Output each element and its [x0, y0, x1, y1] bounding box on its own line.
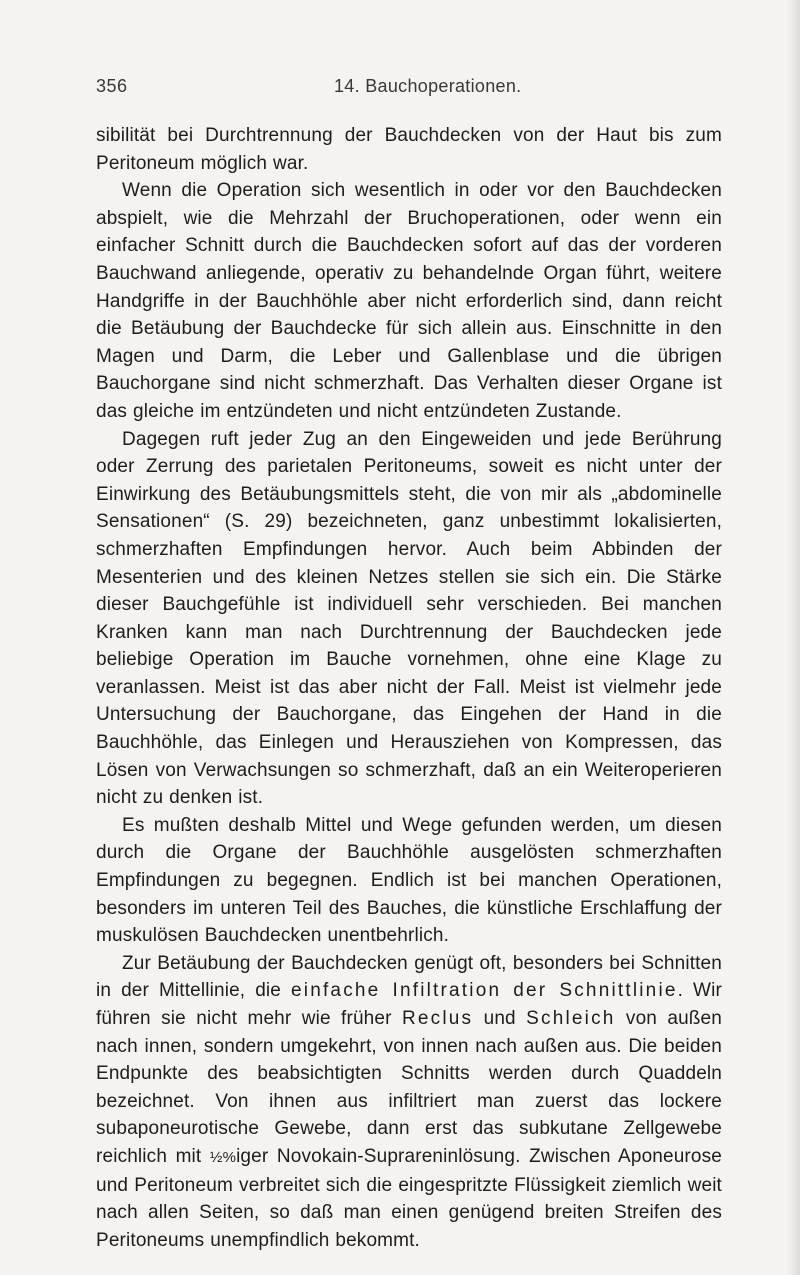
paragraph-1: sibilität bei Durchtrennung der Bauchdecken von der Haut bis zum Peritoneum möglich war. — [96, 125, 722, 174]
page-number: 356 — [96, 76, 128, 96]
concentration-fraction: ½% — [209, 1148, 237, 1166]
author-reclus: Reclus — [401, 1008, 474, 1029]
paragraph-5-text-i: iger Novokain-Suprareninlösung. Zwischen Aponeurose und Peritoneum verbreitet sich die eingespritzte Flüssigkeit ziemlich weit nach allen Seiten, so daß man einen genügend breiten Streifen des Peritoneums unempfindlich bekommt. — [96, 1145, 722, 1251]
body-text — [96, 122, 722, 1254]
page-header — [96, 76, 708, 104]
paragraph-5-text-e: und — [473, 1008, 527, 1029]
paragraph-5 — [96, 950, 722, 1255]
paragraph-3: Dagegen ruft jeder Zug an den Eingeweiden und jede Berührung oder Zerrung des parietalen Peritoneums, soweit es nicht unter der Einwirkung des Betäubungsmittels steht, die von mir als „abdominelle Sensationen“ (S. 29) bezeichneten, ganz unbestimmt lokalisierten, schmerzhaften Empfindungen hervor. Auch beim Abbinden der Mesenterien und des kleinen Netzes stellen sie sich ein. Die Stärke dieser Bauchgefühle ist individuell sehr verschieden. Bei manchen Kranken kann man nach Durchtrennung der Bauchdecken jede beliebige Operation im Bauche vornehmen, ohne eine Klage zu veranlassen. Meist ist das aber nicht der Fall. Meist ist vielmehr jede Untersuchung der Bauchorgane, das Eingehen der Hand in die Bauchhöhle, das Einlegen und Herausziehen von Kompressen, das Lösen von Verwachsungen so schmerzhaft, daß an ein Weiteroperieren nicht zu denken ist. — [96, 428, 722, 809]
paragraph-5-text-a: Zur Betäubung der Bauchdecken genügt oft, besonders bei Schnitten in der Mittellinie, die — [96, 952, 722, 1002]
paragraph-4: Es mußten deshalb Mittel und Wege gefunden werden, um diesen durch die Organe der Bauchhöhle ausgelösten schmerzhaften Empfindungen zu begegnen. Endlich ist bei manchen Operationen, besonders im unteren Teil des Bauches, die künstliche Erschlaffung der muskulösen Bauchdecken unentbehrlich. — [96, 814, 722, 947]
paragraph-5-text-g: von außen nach innen, sondern umgekehrt, von innen nach außen aus. Die beiden Endpunkte des beabsichtigten Schnitts werden durch Quaddeln bezeichnet. Von ihnen aus infiltriert man zuerst das lockere subaponeurotische Gewebe, dann erst das subkutane Zellgewebe reichlich mit — [96, 1008, 722, 1167]
running-head: 14. Bauchoperationen. — [334, 76, 522, 96]
page-edge-shadow — [786, 0, 800, 1275]
paragraph-5-text-c: . Wir führen sie nicht mehr wie früher — [96, 980, 722, 1029]
emphasis-infiltration: einfache Infiltration der Schnittlinie — [291, 980, 678, 1002]
paragraph-2: Wenn die Operation sich wesentlich in oder vor den Bauchdecken abspielt, wie die Mehrzahl der Bruchoperationen, oder wenn ein einfacher Schnitt durch die Bauchdecken sofort auf das der vorderen Bauchwand anliegende, operativ zu behandelnde Organ führt, weitere Handgriffe in der Bauchhöhle aber nicht erforderlich sind, dann reicht die Betäubung der Bauchdecke für sich allein aus. Einschnitte in den Magen und Darm, die Leber und Gallenblase und die übrigen Bauchorgane sind nicht schmerzhaft. Das Verhalten dieser Organe ist das gleiche im entzündeten und nicht entzündeten Zustande. — [96, 180, 722, 422]
author-schleich: Schleich — [526, 1008, 616, 1029]
